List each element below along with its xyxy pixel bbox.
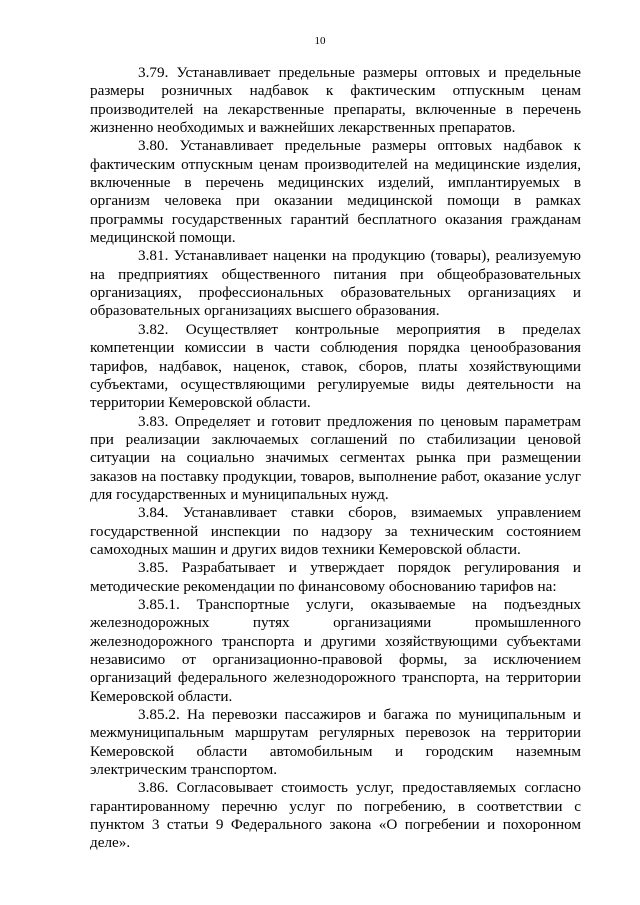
paragraph-3-80: 3.80. Устанавливает предельные размеры оптовых надбавок к фактическим отпускным ценам производителей на медицинские изделия, включенные в перечень медицинских изделий, имплантируемых в организм человека при оказании медицинской помощи в рамках программы государственных гарантий бесплатного оказания гражданам медицинской помощи. xyxy=(90,137,581,247)
paragraph-3-84: 3.84. Устанавливает ставки сборов, взимаемых управлением государственной инспекции по надзору за техническим состоянием самоходных машин и других видов техники Кемеровской области. xyxy=(90,504,581,558)
document-body xyxy=(90,64,581,853)
paragraph-3-82: 3.82. Осуществляет контрольные мероприятия в пределах компетенции комиссии в части соблюдения порядка ценообразования тарифов, надбавок, наценок, ставок, сборов, платы хозяйствующими субъектами, осуществляющими регулируемые виды деятельности на территории Кемеровской области. xyxy=(90,320,581,412)
paragraph-3-85: 3.85. Разрабатывает и утверждает порядок регулирования и методические рекомендации по финансовому обоснованию тарифов на: xyxy=(90,559,581,595)
paragraph-3-85-1: 3.85.1. Транспортные услуги, оказываемые на подъездных железнодорожных путях организациями промышленного железнодорожного транспорта и другими хозяйствующими субъектами независимо от организационно-правовой формы, за исключением организаций федерального железнодорожного транспорта, на территории Кемеровской области. xyxy=(90,595,581,705)
paragraph-3-85-2: 3.85.2. На перевозки пассажиров и багажа по муниципальным и межмуниципальным маршрутам регулярных перевозок на территории Кемеровской области автомобильным и городским наземным электрическим транспортом. xyxy=(90,706,581,779)
paragraph-3-79: 3.79. Устанавливает предельные размеры оптовых и предельные размеры розничных надбавок к фактическим отпускным ценам производителей на лекарственные препараты, включенные в перечень жизненно необходимых и важнейших лекарственных препаратов. xyxy=(90,64,581,137)
paragraph-3-86: 3.86. Согласовывает стоимость услуг, предоставляемых согласно гарантированному перечню услуг по погребению, в соответствии с пунктом 3 статьи 9 Федерального закона «О погребении и похоронном деле». xyxy=(90,779,581,852)
page-number: 10 xyxy=(314,35,326,47)
paragraph-3-83: 3.83. Определяет и готовит предложения по ценовым параметрам при реализации заключаемых соглашений по стабилизации ценовой ситуации на социально значимых сегментах рынка при размещении заказов на поставку продукции, товаров, выполнение работ, оказание услуг для государственных и муниципальных нужд. xyxy=(90,412,581,503)
paragraph-3-81: 3.81. Устанавливает наценки на продукцию (товары), реализуемую на предприятиях общественного питания при общеобразовательных организациях, профессиональных образовательных организациях и образовательных организациях высшего образования. xyxy=(90,247,581,320)
